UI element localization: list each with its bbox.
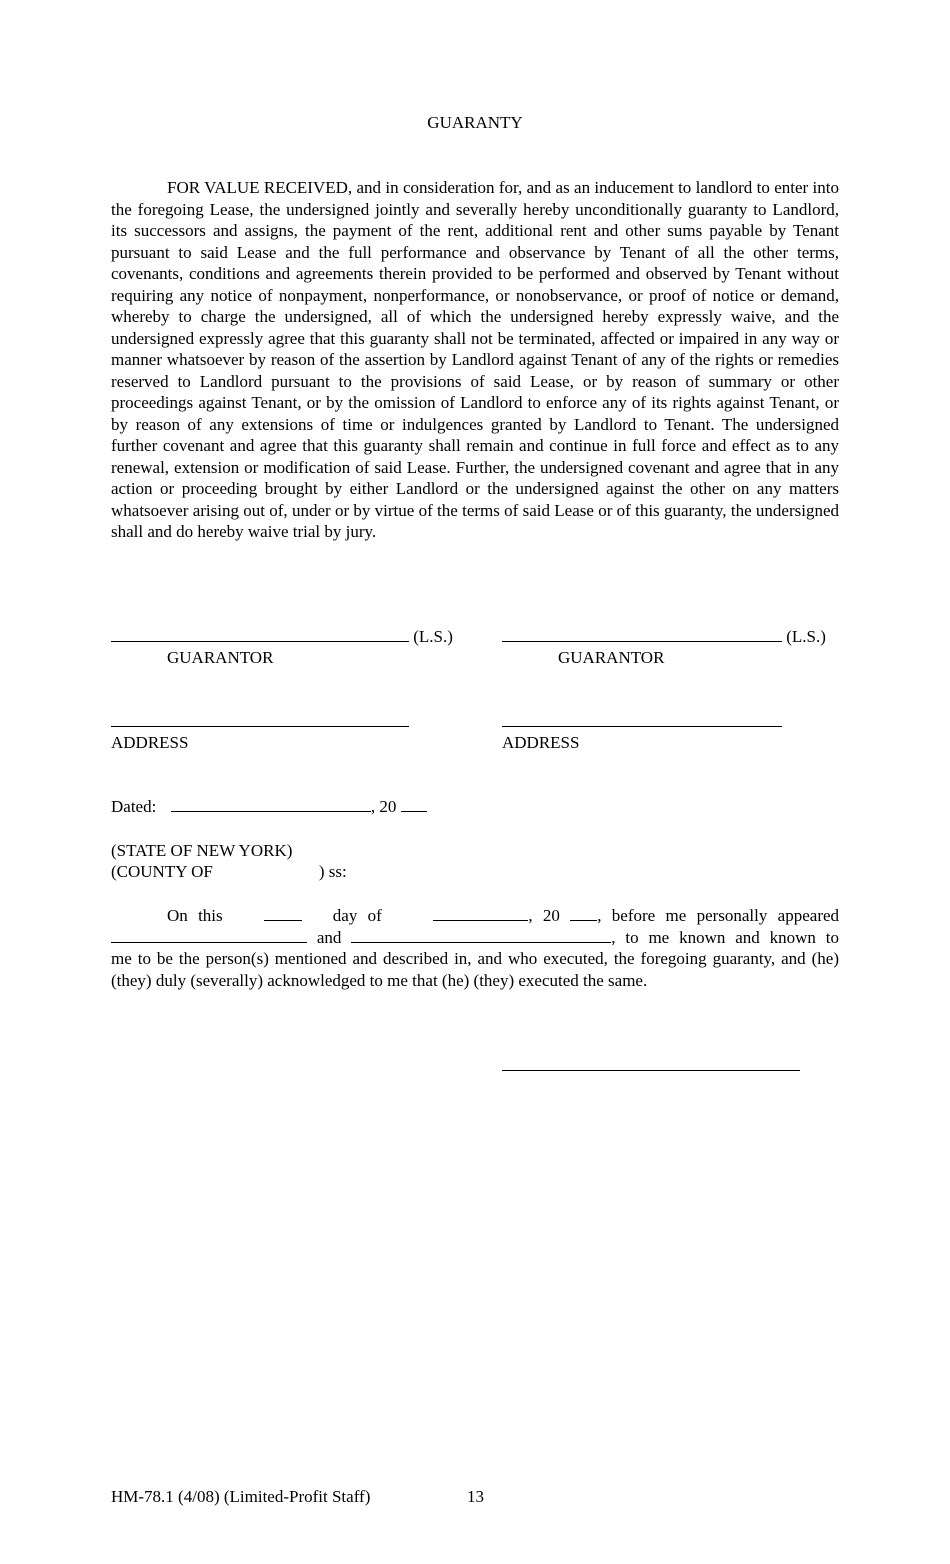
- address-label-1: ADDRESS: [111, 733, 189, 752]
- guarantor-label-2: GUARANTOR: [558, 648, 665, 667]
- page-title: GUARANTY: [427, 113, 523, 132]
- notary-before: , before me personally appeared: [597, 906, 840, 925]
- venue-county-label: (COUNTY OF: [111, 862, 213, 881]
- guaranty-body-text: FOR VALUE RECEIVED, and in consideration for, and as an inducement to landlord to enter into the foregoing Lease, the undersigned jointly and severally hereby unconditionally guaranty to Landlord, its successors and assigns, the payment of the rent, additional rent and other sums payable by Tenant pursuant to said Lease and the full performance and observance by Tenant of all the other terms, covenants, conditions and agreements therein provided to be performed and observed by Tenant without requiring any notice of nonpayment, nonperformance, or nonobservance, or proof of notice or demand, whereby to charge the undersigned, all of which the undersigned hereby expressly waive, and the undersigned expressly agree that this guaranty shall not be terminated, affected or impaired in any way or manner whatsoever by reason of the assertion by Landlord against Tenant of any of the rights or remedies reserved to Landlord pursuant to the provisions of said Lease, or by reason of summary or other proceedings against Tenant, or by the omission of Landlord to enforce any of its rights against Tenant, or by reason of any extensions of time or indulgences granted by Landlord to Tenant. The undersigned further covenant and agree that this guaranty shall remain and continue in full force and effect as to any renewal, extension or modification of said Lease. Further, the undersigned covenant and agree that in any action or proceeding brought by either Landlord or the undersigned against the other on any matters whatsoever arising out of, under or by virtue of the terms of said Lease or of this guaranty, the undersigned shall and do hereby waive trial by jury.: [111, 178, 839, 541]
- notary-name-blank-2[interactable]: [351, 941, 611, 943]
- ls-label-2: (L.S.): [786, 627, 826, 646]
- address-line-2[interactable]: [502, 712, 782, 732]
- guarantor-signature-line-1[interactable]: [111, 627, 453, 647]
- address-line-1[interactable]: [111, 712, 409, 732]
- notary-rest: me to be the person(s) mentioned and described in, and who executed, the foregoing guaranty, and (he) (they) duly (severally) acknowledged to me that (he) (they) executed the same.: [111, 949, 839, 990]
- notary-month-blank[interactable]: [433, 919, 528, 921]
- guarantor-signature-line-2[interactable]: [502, 627, 826, 647]
- dated-year-blank[interactable]: [401, 810, 427, 812]
- notary-year: , 20: [528, 906, 560, 925]
- notary-known: , to me known and known to: [611, 927, 839, 947]
- ls-label-1: (L.S.): [413, 627, 453, 646]
- venue-state: (STATE OF NEW YORK): [111, 841, 293, 860]
- notary-year-blank[interactable]: [570, 919, 597, 921]
- notary-signature-line[interactable]: [502, 1056, 800, 1076]
- venue-county: [111, 862, 347, 882]
- guarantor-label-1: GUARANTOR: [167, 648, 274, 667]
- dated-row: [111, 797, 427, 817]
- footer-form-id: HM-78.1 (4/08) (Limited-Profit Staff): [111, 1487, 371, 1506]
- footer-page-number: 13: [467, 1487, 484, 1506]
- notary-day-of: day of: [332, 906, 382, 925]
- dated-year-prefix: , 20: [370, 797, 397, 816]
- notary-on-this: On this: [167, 906, 223, 925]
- address-label-2: ADDRESS: [502, 733, 580, 752]
- notary-day-blank[interactable]: [264, 919, 302, 921]
- notary-and: and: [316, 927, 342, 947]
- guaranty-body: [111, 177, 839, 543]
- dated-blank[interactable]: [171, 810, 371, 812]
- dated-label: Dated:: [111, 797, 157, 816]
- venue-ss: ) ss:: [318, 862, 347, 881]
- notary-name-blank-1[interactable]: [111, 941, 307, 943]
- notary-acknowledgment: [111, 905, 839, 991]
